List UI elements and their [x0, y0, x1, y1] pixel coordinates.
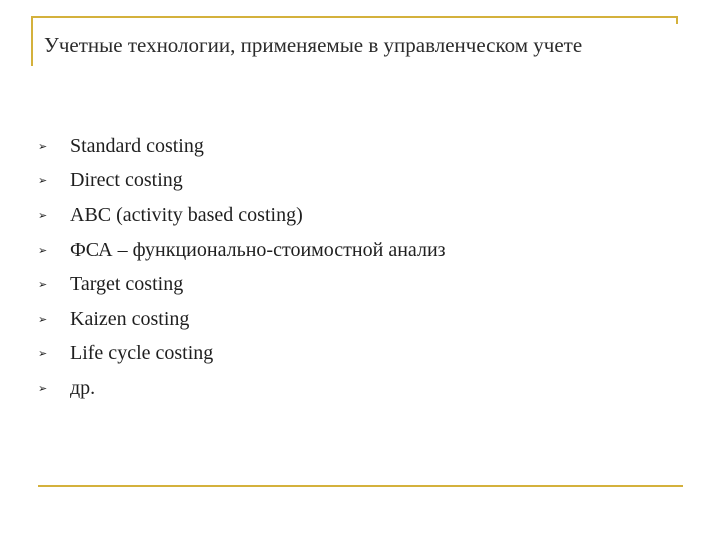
list-item: [38, 267, 446, 302]
list-item: [38, 164, 446, 199]
frame-bottom-rule: [38, 485, 683, 487]
bullet-list: [38, 129, 446, 406]
list-item: [38, 371, 446, 406]
frame-top-rule: [31, 16, 677, 18]
list-item: [38, 198, 446, 233]
arrow-bullet-icon: ➢: [38, 381, 48, 395]
arrow-bullet-icon: ➢: [38, 174, 48, 188]
arrow-bullet-icon: ➢: [38, 139, 48, 153]
arrow-bullet-icon: ➢: [38, 208, 48, 222]
arrow-bullet-icon: ➢: [38, 278, 48, 292]
list-item-label: Standard costing: [70, 134, 204, 157]
arrow-bullet-icon: ➢: [38, 243, 48, 257]
frame-left-rule: [31, 16, 33, 66]
list-item: [38, 337, 446, 372]
list-item-label: др.: [70, 376, 96, 399]
list-item: [38, 233, 446, 268]
list-item: [38, 129, 446, 164]
list-item-label: Life cycle costing: [70, 342, 214, 365]
list-item-label: Target costing: [70, 273, 184, 296]
frame-right-rule: [676, 16, 678, 24]
list-item-label: Kaizen costing: [70, 307, 190, 330]
list-item: [38, 302, 446, 337]
slide-title: Учетные технологии, применяемые в управленческом учете: [44, 33, 583, 57]
arrow-bullet-icon: ➢: [38, 312, 48, 326]
list-item-label: ФСА – функционально-стоимостной анализ: [70, 238, 446, 261]
list-item-label: ABC (activity based costing): [70, 203, 303, 226]
arrow-bullet-icon: ➢: [38, 347, 48, 361]
list-item-label: Direct costing: [70, 169, 183, 192]
